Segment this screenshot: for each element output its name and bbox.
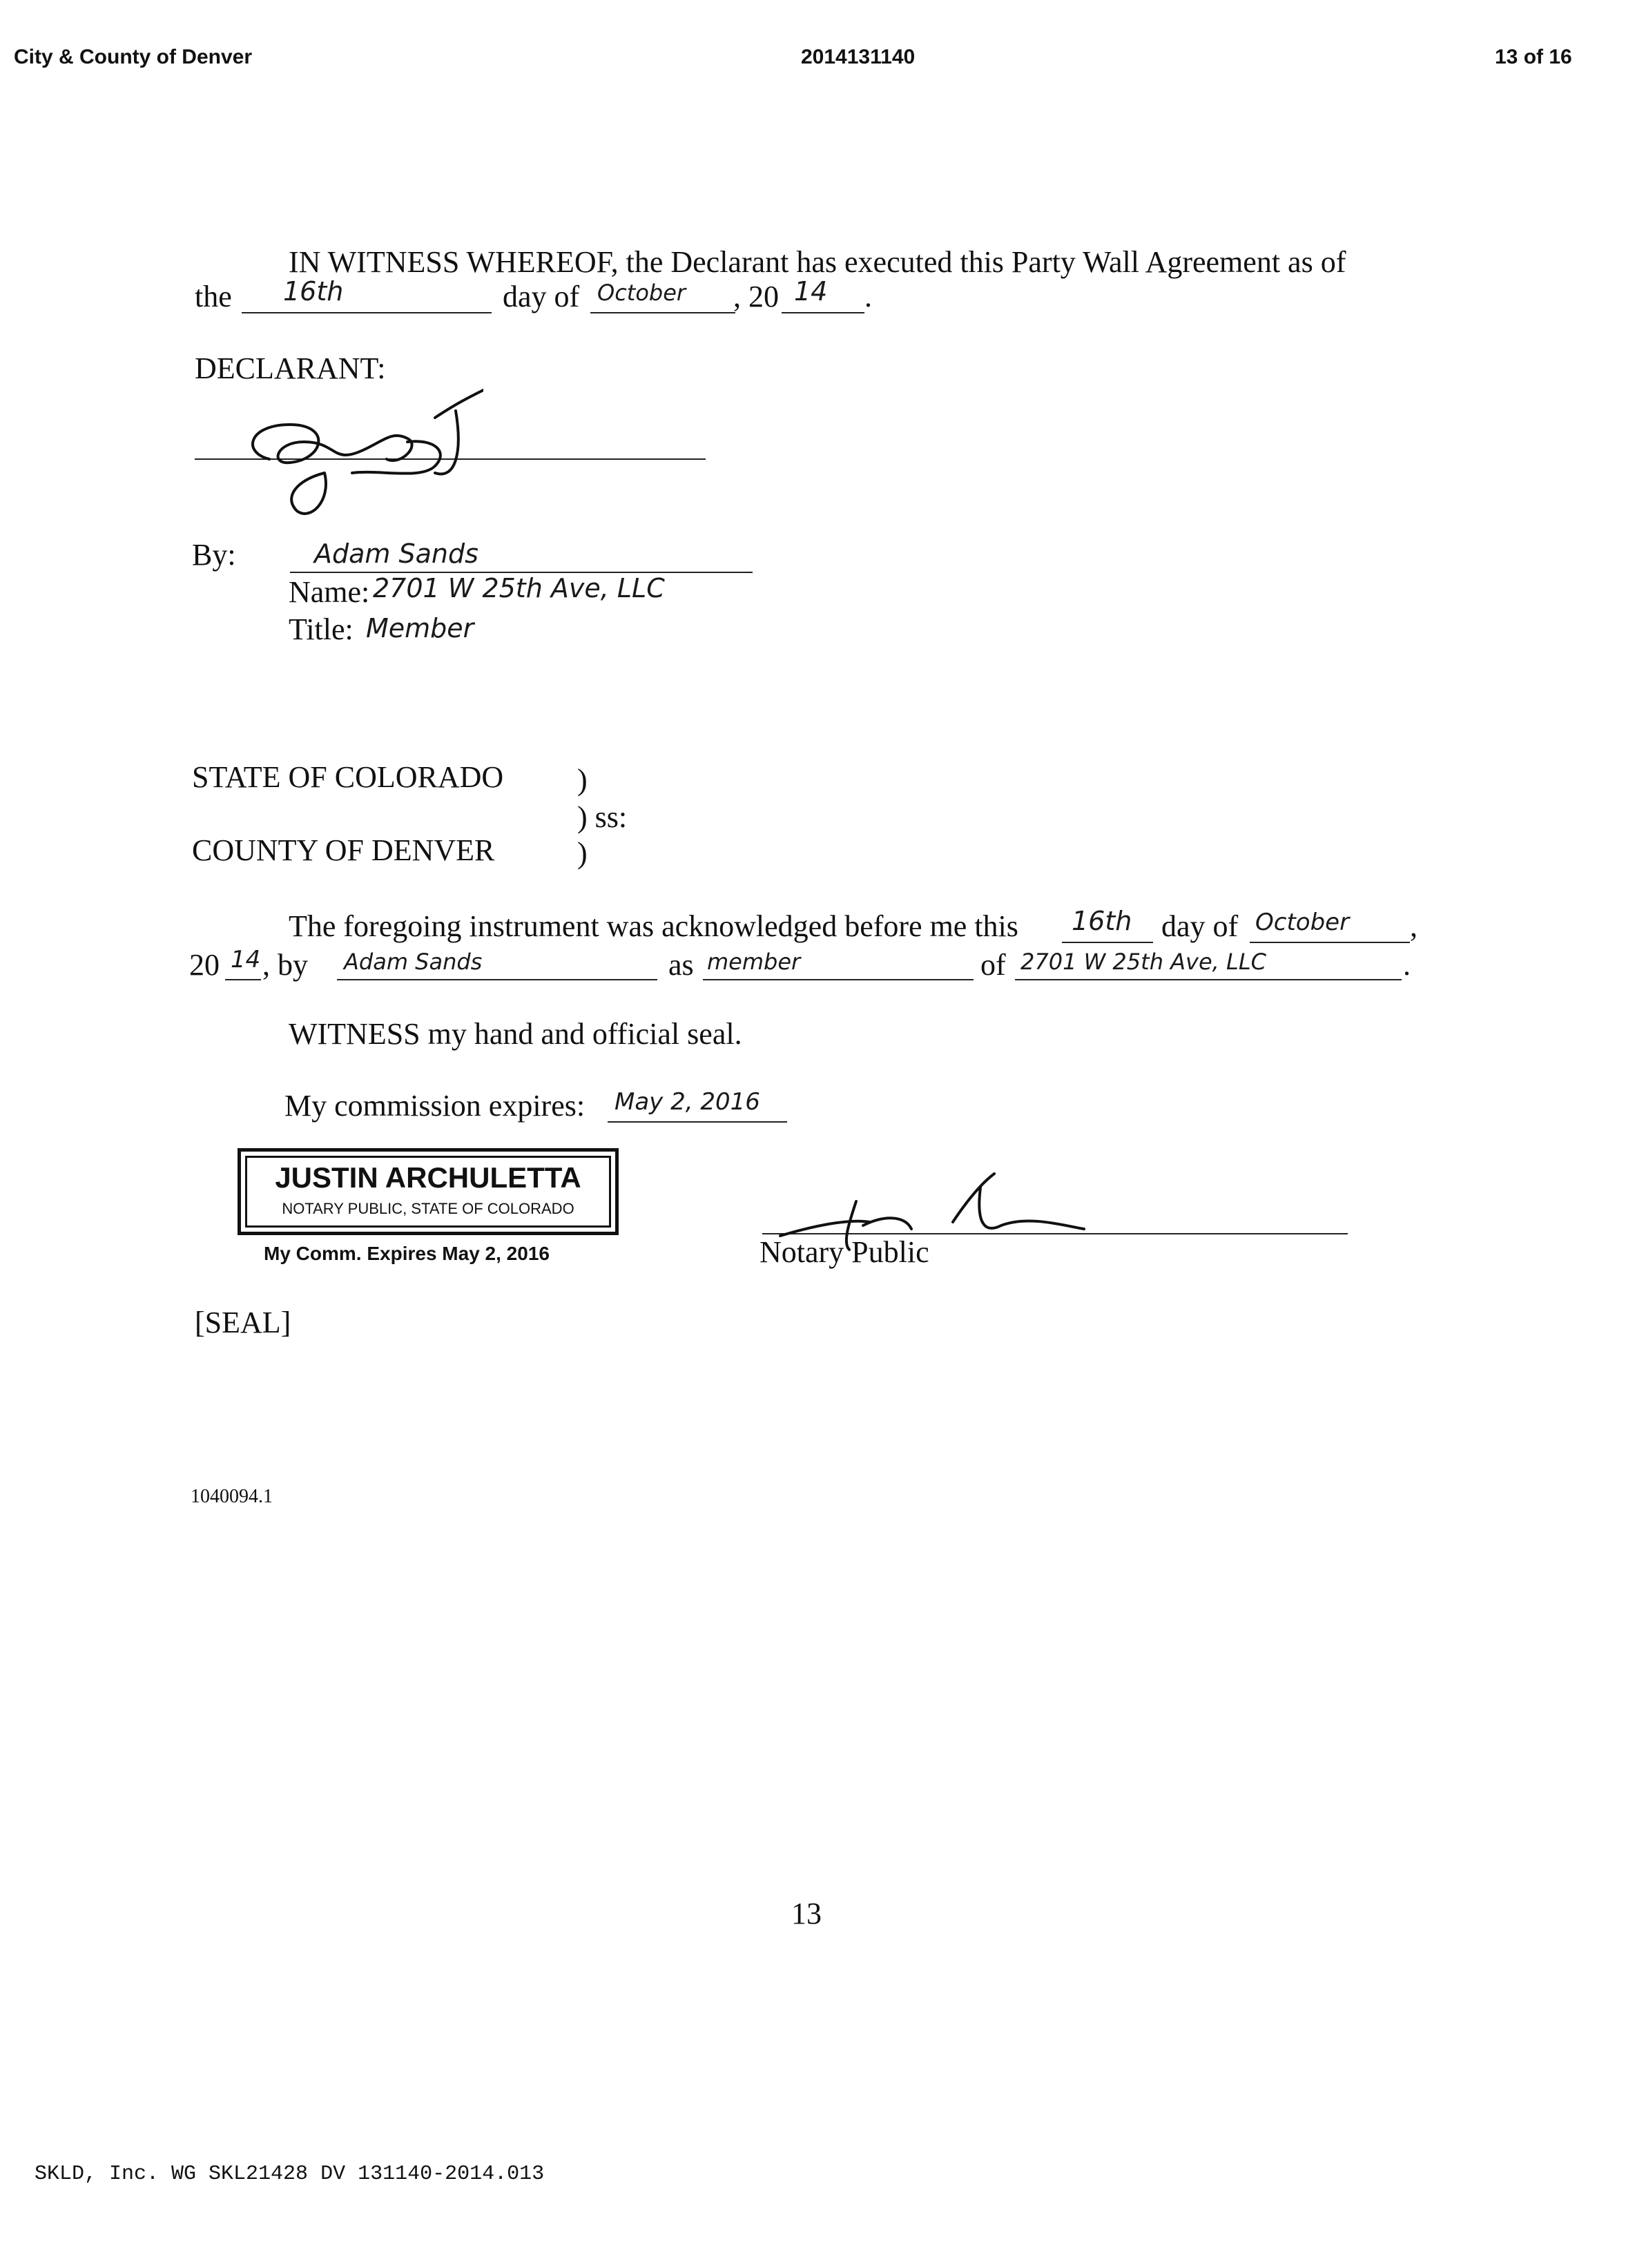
ack-month-underline xyxy=(1250,942,1410,943)
year-handwritten: 14 xyxy=(794,276,828,307)
county-header: City & County of Denver xyxy=(14,46,253,68)
document-id: 1040094.1 xyxy=(191,1486,273,1507)
recording-footer: SKLD, Inc. WG SKL21428 DV 131140-2014.013 xyxy=(35,2162,545,2186)
declarant-heading: DECLARANT: xyxy=(195,351,386,385)
witness-day-of: day of xyxy=(503,280,580,313)
witness-the-label: the xyxy=(195,280,232,313)
ack-by: , by xyxy=(262,948,308,982)
notary-public-label: Notary Public xyxy=(760,1235,929,1269)
ack-as-handwritten: member xyxy=(707,949,801,975)
month-handwritten: October xyxy=(597,280,686,306)
ack-day-underline xyxy=(1062,942,1153,943)
witness-year-prefix: , 20 xyxy=(733,280,779,313)
page-count: 13 of 16 xyxy=(1495,46,1572,68)
by-handwritten-name: Adam Sands xyxy=(314,539,478,569)
year-underline xyxy=(782,312,864,313)
ack-of-handwritten: 2701 W 25th Ave, LLC xyxy=(1020,949,1266,975)
ack-period: . xyxy=(1403,948,1411,982)
county-label: COUNTY OF DENVER xyxy=(192,833,495,867)
title-label: Title: xyxy=(289,612,354,646)
month-underline xyxy=(590,312,735,313)
notary-stamp xyxy=(238,1148,619,1235)
ack-as: as xyxy=(668,948,694,982)
commission-underline xyxy=(608,1121,787,1123)
ack-day-handwritten: 16th xyxy=(1072,906,1132,936)
title-handwritten: Member xyxy=(366,613,474,643)
ack-by-underline xyxy=(337,979,657,980)
ack-month-handwritten: October xyxy=(1255,909,1350,936)
venue-ss: ) ss: xyxy=(577,800,628,834)
commission-label: My commission expires: xyxy=(284,1089,586,1123)
reception-number: 2014131140 xyxy=(801,46,916,68)
state-label: STATE OF COLORADO xyxy=(192,760,504,794)
commission-handwritten: May 2, 2016 xyxy=(615,1088,760,1116)
by-label: By: xyxy=(192,538,236,572)
ack-by-handwritten: Adam Sands xyxy=(344,949,483,975)
notary-stamp-name: JUSTIN ARCHULETTA xyxy=(275,1161,581,1194)
notary-stamp-expires: My Comm. Expires May 2, 2016 xyxy=(264,1243,550,1264)
declarant-signature xyxy=(228,376,483,521)
ack-year-prefix: 20 xyxy=(189,948,220,982)
day-handwritten: 16th xyxy=(283,276,344,307)
ack-of: of xyxy=(980,948,1006,982)
witness-period: . xyxy=(864,280,872,313)
name-handwritten: 2701 W 25th Ave, LLC xyxy=(373,573,665,603)
ack-line1: The foregoing instrument was acknowledged before me this xyxy=(289,909,1018,943)
ack-as-underline xyxy=(703,979,974,980)
notary-stamp-subtitle: NOTARY PUBLIC, STATE OF COLORADO xyxy=(282,1200,574,1217)
seal-label: [SEAL] xyxy=(195,1306,291,1339)
page-number: 13 xyxy=(791,1897,822,1930)
ack-year-underline xyxy=(225,979,261,980)
venue-paren-2: ) xyxy=(577,836,588,870)
name-label: Name: xyxy=(289,575,370,609)
ack-year-handwritten: 14 xyxy=(231,946,261,973)
witness-seal-text: WITNESS my hand and official seal. xyxy=(289,1017,742,1051)
witness-clause-line1: IN WITNESS WHEREOF, the Declarant has executed this Party Wall Agreement as of xyxy=(289,245,1346,279)
day-underline xyxy=(242,312,492,313)
venue-paren-1: ) xyxy=(577,763,588,797)
ack-day-of: day of xyxy=(1161,909,1239,943)
ack-of-underline xyxy=(1015,979,1402,980)
ack-comma: , xyxy=(1410,909,1418,943)
